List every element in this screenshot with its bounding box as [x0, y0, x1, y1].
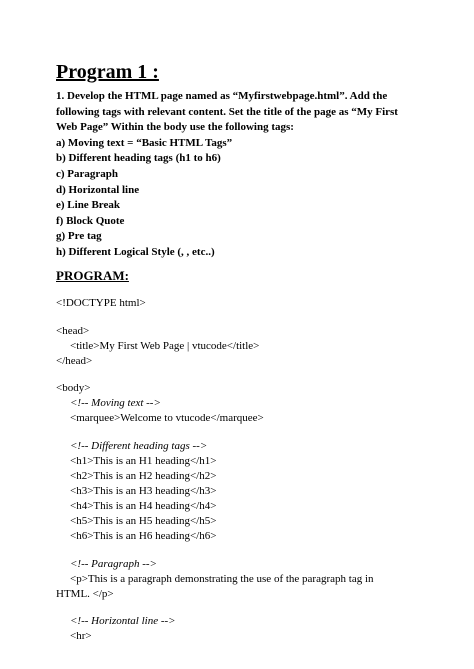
code-doctype: <!DOCTYPE html> [56, 297, 146, 309]
code-paragraph-line: <p>This is a paragraph demonstrating the use of the paragraph tag in [70, 573, 374, 585]
code-heading-line: <h3>This is an H3 heading</h3> [70, 485, 217, 497]
task-line: Web Page” Within the body use the following tags: [56, 121, 294, 134]
task-item-f: f) Block Quote [56, 214, 125, 227]
task-item-a: a) Moving text = “Basic HTML Tags” [56, 136, 233, 149]
code-body-open: <body> [56, 382, 91, 394]
task-line: 1. Develop the HTML page named as “Myfirstwebpage.html”. Add the [56, 90, 388, 102]
code-comment-paragraph: <!-- Paragraph --> [70, 558, 157, 570]
task-item-d: d) Horizontal line [56, 183, 140, 196]
code-hr: <hr> [70, 630, 92, 642]
code-heading-line: <h5>This is an H5 heading</h5> [70, 515, 217, 527]
task-item-g: g) Pre tag [56, 230, 102, 243]
task-item-c: c) Paragraph [56, 167, 119, 180]
code-comment-headings: <!-- Different heading tags --> [70, 440, 208, 452]
code-head-close: </head> [56, 355, 93, 367]
page-title: Program 1 : [56, 61, 159, 83]
code-heading-line: <h4>This is an H4 heading</h4> [70, 500, 217, 512]
code-comment-hr: <!-- Horizontal line --> [70, 615, 176, 627]
code-comment-moving: <!-- Moving text --> [70, 397, 161, 409]
task-line: following tags with relevant content. Set the title of the page as “My First [56, 105, 398, 118]
task-item-e: e) Line Break [56, 199, 120, 212]
code-paragraph-line: HTML. </p> [56, 588, 114, 600]
code-heading-line: <h2>This is an H2 heading</h2> [70, 470, 217, 482]
code-heading-line: <h6>This is an H6 heading</h6> [70, 530, 217, 542]
task-description [56, 89, 428, 261]
task-item-h: h) Different Logical Style (, , etc..) [56, 245, 215, 258]
code-title-tag: <title>My First Web Page | vtucode</title> [70, 340, 260, 352]
code-heading-line: <h1>This is an H1 heading</h1> [70, 455, 217, 467]
task-item-b: b) Different heading tags (h1 to h6) [56, 152, 221, 165]
program-heading: PROGRAM: [56, 268, 129, 283]
code-head-open: <head> [56, 325, 90, 337]
code-marquee: <marquee>Welcome to vtucode</marquee> [70, 412, 264, 424]
